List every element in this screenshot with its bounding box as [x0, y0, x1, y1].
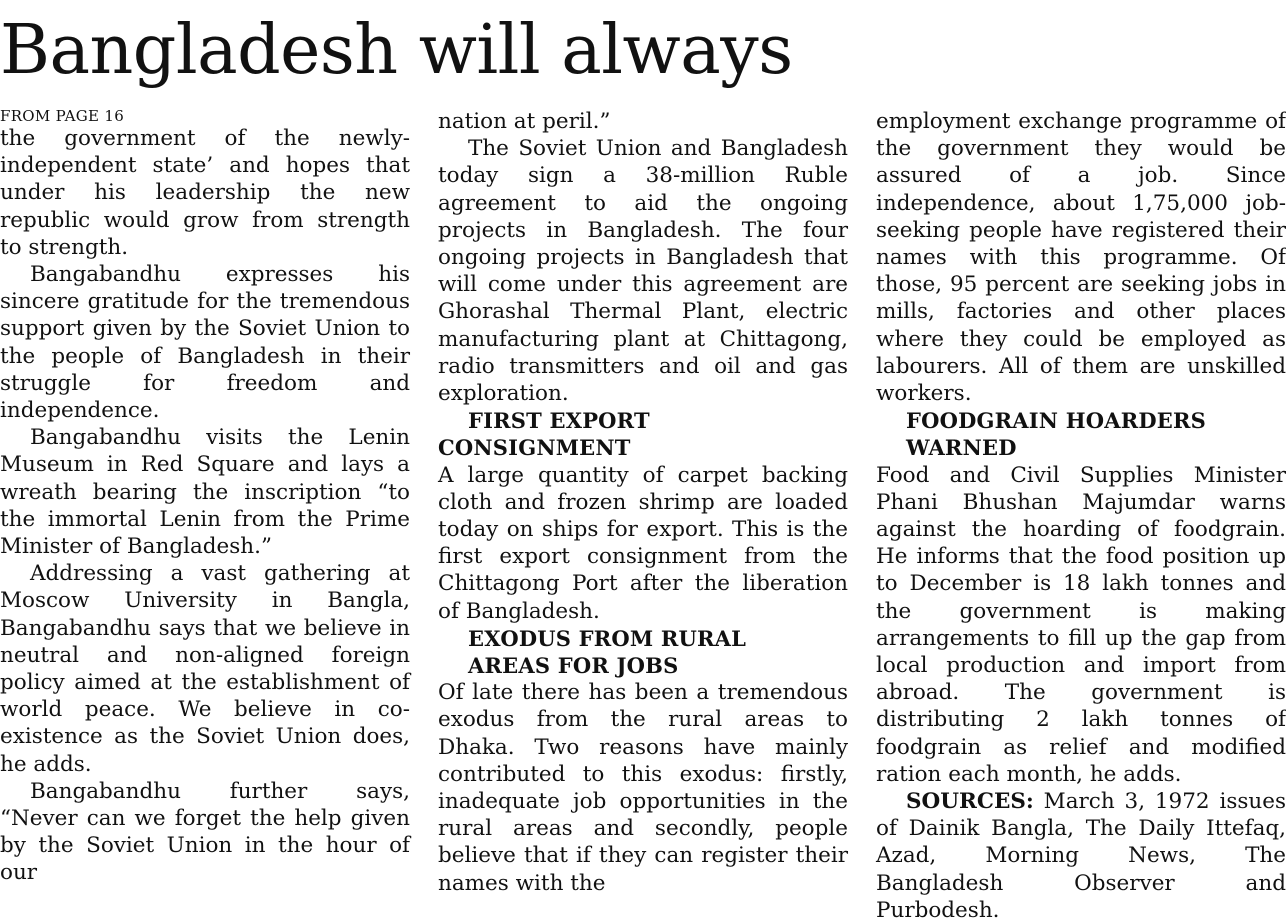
paragraph: Of late there has been a tremendous exodus from the rural areas to Dhaka. Two reasons have mainly contributed to this exodus: firstly, inadequate job opportunities in the rural areas and secondly, people believe that if they can register their names with the	[438, 680, 848, 896]
subheading-foodgrain-line-2: WARNED	[906, 435, 1017, 461]
subheading-foodgrain-line-1: FOODGRAIN HOARDERS	[906, 408, 1207, 434]
subheading-export-consignment: FIRST EXPORT CONSIGNMENT	[438, 408, 650, 461]
continued-from-label: FROM PAGE 16	[0, 107, 125, 125]
sources-paragraph	[876, 788, 1286, 924]
paragraph: Bangabandhu visits the Lenin Museum in Red Square and lays a wreath bearing the inscription “to the immortal Lenin from the Prime Minister of Bangladesh.”	[0, 425, 410, 560]
paragraph: Bangabandhu expresses his sincere gratitude for the tremendous support given by the Soviet Union to the people of Bangladesh in their struggle for freedom and independence.	[0, 262, 410, 424]
subheading-exodus-line-2: AREAS FOR JOBS	[468, 653, 679, 679]
column-1	[0, 108, 410, 887]
subheading-exodus-line-1: EXODUS FROM RURAL	[468, 625, 747, 651]
paragraph: The Soviet Union and Bangladesh today sign a 38-million Ruble agreement to aid the ongoing projects in Bangladesh. The four ongoing projects in Bangladesh that will come under this agreement are Ghorashal Thermal Plant, electric manufacturing plant at Chittagong, radio transmitters and oil and gas exploration.	[438, 136, 848, 407]
paragraph: the government of the newly-independent state’ and hopes that under his leadership the new republic would grow from strength to strength.	[0, 126, 410, 260]
column-2	[438, 108, 848, 897]
headline: Bangladesh will always	[0, 11, 793, 90]
column-3	[876, 108, 1286, 924]
paragraph: Bangabandhu further says, “Never can we forget the help given by the Soviet Union in the hour of our	[0, 778, 410, 886]
paragraph: Addressing a vast gathering at Moscow University in Bangla, Bangabandhu says that we believe in neutral and non-aligned foreign policy aimed at the establishment of world peace. We believe in co-existence as the Soviet Union does, he adds.	[0, 561, 410, 777]
paragraph: Food and Civil Supplies Minister Phani Bhushan Majumdar warns against the hoarding of foodgrain. He informs that the food position up to December is 18 lakh tonnes and the government is making arrangements to fill up the gap from local production and import from abroad. The government is distributing 2 lakh tonnes of foodgrain as relief and modified ration each month, he adds.	[876, 462, 1286, 787]
paragraph: employment exchange programme of the government they would be assured of a job. Since independence, about 1,75,000 job-seeking people have registered their names with this programme. Of those, 95 percent are seeking jobs in mills, factories and other places where they could be employed as labourers. All of them are unskilled workers.	[876, 109, 1286, 407]
sources-text: March 3, 1972 issues of Dainik Bangla, The Daily Ittefaq, Azad, Morning News, The Bangladesh Observer and Purbodesh.	[876, 789, 1286, 923]
paragraph: A large quantity of carpet backing cloth and frozen shrimp are loaded today on ships for export. This is the first export consignment from the Chittagong Port after the liberation of Bangladesh.	[438, 462, 848, 624]
sources-label: SOURCES:	[906, 789, 1034, 815]
paragraph: nation at peril.”	[438, 109, 611, 134]
